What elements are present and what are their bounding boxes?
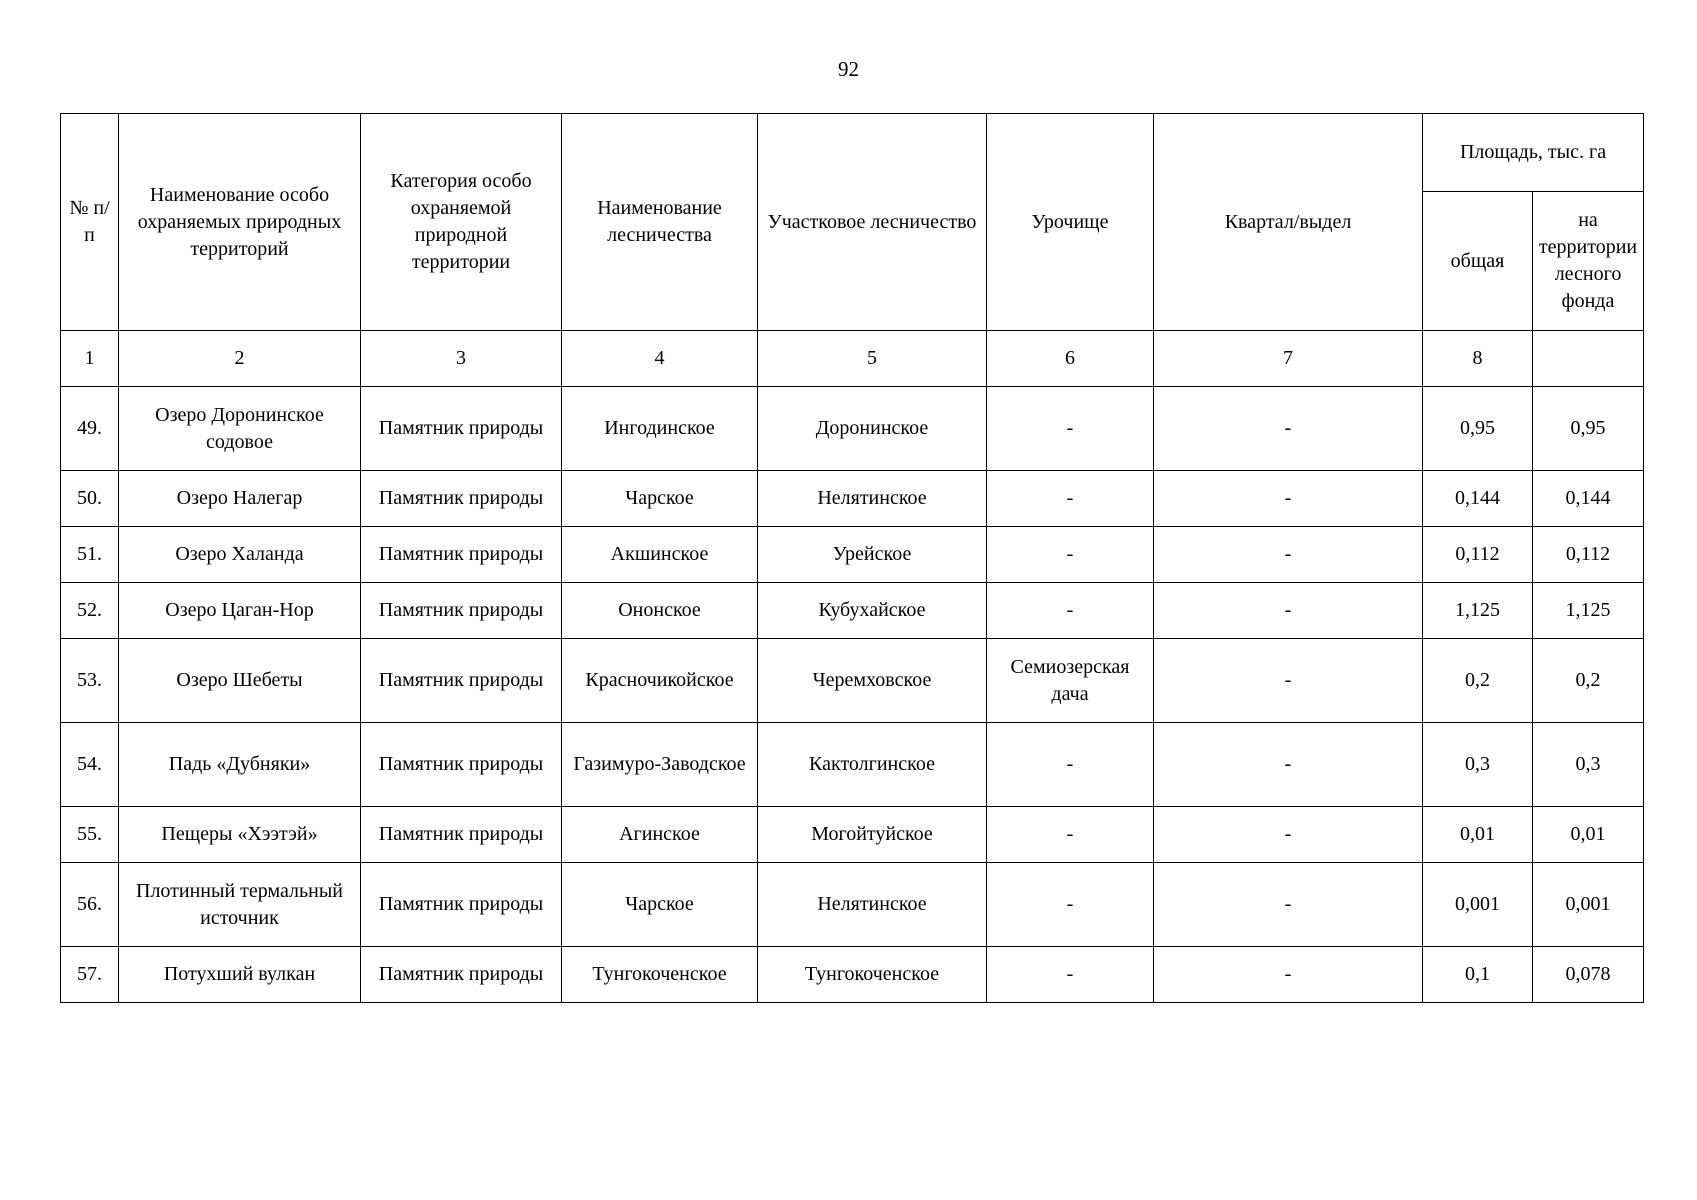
cell-category: Памятник природы [361, 639, 562, 723]
header-area-total: общая [1423, 192, 1533, 331]
cell-quarter: - [1154, 583, 1423, 639]
table-row [61, 583, 1644, 639]
column-number: 1 [61, 331, 119, 387]
cell-area-total: 0,95 [1423, 387, 1533, 471]
cell-name: Пещеры «Хээтэй» [119, 807, 361, 863]
cell-area-forest: 0,95 [1533, 387, 1644, 471]
cell-area-forest: 0,01 [1533, 807, 1644, 863]
cell-quarter: - [1154, 527, 1423, 583]
cell-tract: - [987, 863, 1154, 947]
cell-category: Памятник природы [361, 583, 562, 639]
cell-quarter: - [1154, 639, 1423, 723]
cell-tract: - [987, 807, 1154, 863]
table-row [61, 387, 1644, 471]
cell-forestry: Тунгокоченское [562, 947, 758, 1003]
cell-area-total: 0,1 [1423, 947, 1533, 1003]
cell-area-forest: 0,2 [1533, 639, 1644, 723]
cell-forestry: Ононское [562, 583, 758, 639]
cell-num: 49. [61, 387, 119, 471]
cell-district: Кактолгинское [758, 723, 987, 807]
cell-area-total: 0,144 [1423, 471, 1533, 527]
cell-district: Черемховское [758, 639, 987, 723]
cell-quarter: - [1154, 807, 1423, 863]
cell-area-forest: 0,001 [1533, 863, 1644, 947]
cell-area-forest: 1,125 [1533, 583, 1644, 639]
header-quarter: Квартал/выдел [1154, 114, 1423, 331]
column-number-row [61, 331, 1644, 387]
page-number: 92 [838, 57, 859, 81]
cell-category: Памятник природы [361, 807, 562, 863]
cell-area-total: 0,001 [1423, 863, 1533, 947]
header-forestry: Наименование лесничества [562, 114, 758, 331]
table-row [61, 723, 1644, 807]
cell-district: Урейское [758, 527, 987, 583]
cell-district: Могойтуйское [758, 807, 987, 863]
header-area-forest: на территории лесного фонда [1533, 192, 1644, 331]
cell-num: 56. [61, 863, 119, 947]
cell-category: Памятник природы [361, 863, 562, 947]
header-tract: Урочище [987, 114, 1154, 331]
column-number: 7 [1154, 331, 1423, 387]
cell-num: 52. [61, 583, 119, 639]
header-name: Наименование особо охраняемых природных территорий [119, 114, 361, 331]
cell-forestry: Агинское [562, 807, 758, 863]
cell-name: Озеро Шебеты [119, 639, 361, 723]
cell-forestry: Газимуро-Заводское [562, 723, 758, 807]
cell-area-forest: 0,3 [1533, 723, 1644, 807]
cell-tract: Семиозерская дача [987, 639, 1154, 723]
cell-district: Тунгокоченское [758, 947, 987, 1003]
cell-area-forest: 0,078 [1533, 947, 1644, 1003]
cell-tract: - [987, 583, 1154, 639]
cell-forestry: Чарское [562, 471, 758, 527]
cell-name: Озеро Халанда [119, 527, 361, 583]
table-row [61, 863, 1644, 947]
cell-forestry: Ингодинское [562, 387, 758, 471]
cell-forestry: Красночикойское [562, 639, 758, 723]
cell-area-total: 0,3 [1423, 723, 1533, 807]
cell-category: Памятник природы [361, 387, 562, 471]
header-district-forestry: Участковое лесничество [758, 114, 987, 331]
cell-district: Нелятинское [758, 471, 987, 527]
cell-category: Памятник природы [361, 471, 562, 527]
cell-category: Памятник природы [361, 527, 562, 583]
column-number: 2 [119, 331, 361, 387]
column-number: 4 [562, 331, 758, 387]
cell-tract: - [987, 723, 1154, 807]
cell-forestry: Чарское [562, 863, 758, 947]
cell-name: Озеро Доронинское содовое [119, 387, 361, 471]
cell-area-total: 0,2 [1423, 639, 1533, 723]
cell-quarter: - [1154, 863, 1423, 947]
table-row [61, 639, 1644, 723]
cell-quarter: - [1154, 387, 1423, 471]
column-number: 3 [361, 331, 562, 387]
protected-areas-table [60, 113, 1644, 1003]
cell-num: 50. [61, 471, 119, 527]
table-row [61, 807, 1644, 863]
cell-area-forest: 0,144 [1533, 471, 1644, 527]
column-number: 6 [987, 331, 1154, 387]
cell-name: Плотинный термальный источник [119, 863, 361, 947]
cell-quarter: - [1154, 471, 1423, 527]
column-number: 5 [758, 331, 987, 387]
cell-tract: - [987, 387, 1154, 471]
cell-name: Озеро Цаган-Нор [119, 583, 361, 639]
cell-tract: - [987, 527, 1154, 583]
table-row [61, 947, 1644, 1003]
cell-num: 57. [61, 947, 119, 1003]
cell-quarter: - [1154, 723, 1423, 807]
cell-name: Потухший вулкан [119, 947, 361, 1003]
cell-forestry: Акшинское [562, 527, 758, 583]
column-number [1533, 331, 1644, 387]
column-number: 8 [1423, 331, 1533, 387]
table-row [61, 527, 1644, 583]
cell-district: Доронинское [758, 387, 987, 471]
cell-area-total: 0,01 [1423, 807, 1533, 863]
cell-name: Падь «Дубняки» [119, 723, 361, 807]
header-num: № п/п [61, 114, 119, 331]
header-category: Категория особо охраняемой природной территории [361, 114, 562, 331]
header-row-top [61, 114, 1644, 192]
cell-tract: - [987, 947, 1154, 1003]
cell-quarter: - [1154, 947, 1423, 1003]
cell-category: Памятник природы [361, 723, 562, 807]
cell-area-total: 1,125 [1423, 583, 1533, 639]
cell-name: Озеро Налегар [119, 471, 361, 527]
cell-tract: - [987, 471, 1154, 527]
header-area: Площадь, тыс. га [1423, 114, 1644, 192]
cell-category: Памятник природы [361, 947, 562, 1003]
cell-num: 53. [61, 639, 119, 723]
cell-district: Нелятинское [758, 863, 987, 947]
cell-num: 55. [61, 807, 119, 863]
cell-num: 51. [61, 527, 119, 583]
table-row [61, 471, 1644, 527]
cell-district: Кубухайское [758, 583, 987, 639]
cell-area-forest: 0,112 [1533, 527, 1644, 583]
cell-area-total: 0,112 [1423, 527, 1533, 583]
cell-num: 54. [61, 723, 119, 807]
